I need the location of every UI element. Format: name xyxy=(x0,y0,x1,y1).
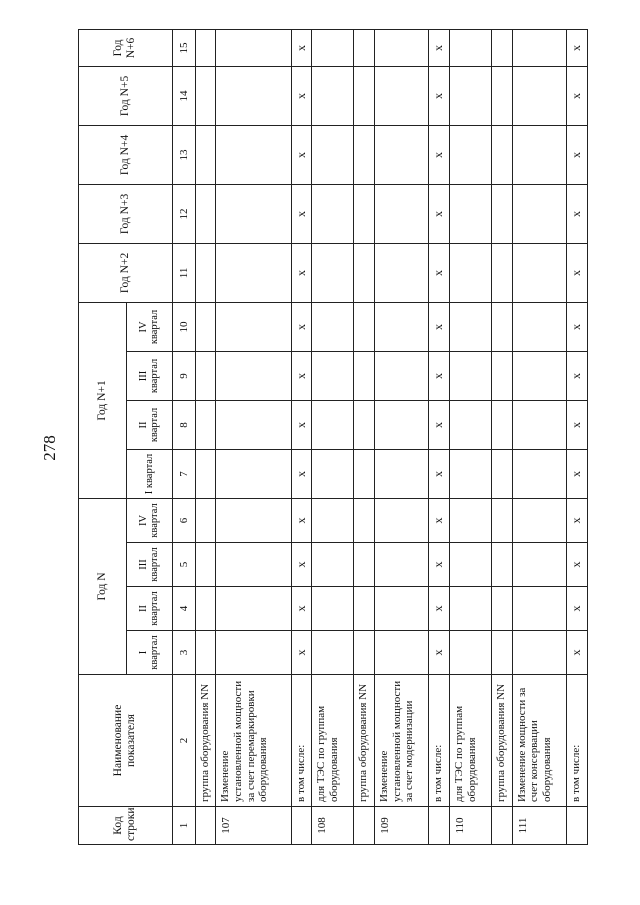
value-cell xyxy=(312,351,354,400)
value-cell xyxy=(216,29,291,66)
value-cell xyxy=(216,243,291,302)
value-cell: x xyxy=(567,125,588,184)
value-cell xyxy=(375,243,429,302)
value-cell xyxy=(195,243,216,302)
column-number: 6 xyxy=(172,498,195,542)
value-cell xyxy=(491,125,512,184)
value-cell xyxy=(375,400,429,449)
value-cell: x xyxy=(291,302,312,351)
value-cell xyxy=(195,125,216,184)
header-quarter: II квартал xyxy=(127,400,173,449)
value-cell xyxy=(375,29,429,66)
row-name: Изменение установленной мощности за счет перемаркировки оборудования xyxy=(216,675,291,807)
row-code: 110 xyxy=(450,807,492,845)
value-cell xyxy=(354,66,375,125)
value-cell xyxy=(491,400,512,449)
row-name: для ТЭС по группам оборудования xyxy=(312,675,354,807)
value-cell: x xyxy=(291,243,312,302)
table-row xyxy=(195,29,216,844)
value-cell xyxy=(354,631,375,675)
value-cell: x xyxy=(567,449,588,498)
column-number: 7 xyxy=(172,449,195,498)
value-cell: x xyxy=(291,29,312,66)
value-cell xyxy=(354,498,375,542)
value-cell xyxy=(375,631,429,675)
table-row xyxy=(567,29,588,844)
value-cell: x xyxy=(291,543,312,587)
value-cell xyxy=(354,29,375,66)
value-cell xyxy=(354,543,375,587)
value-cell: x xyxy=(291,184,312,243)
value-cell xyxy=(354,351,375,400)
value-cell xyxy=(216,631,291,675)
value-cell: x xyxy=(291,400,312,449)
table-row xyxy=(291,29,312,844)
value-cell xyxy=(354,587,375,631)
table-row xyxy=(312,29,354,844)
column-number: 10 xyxy=(172,302,195,351)
value-cell: x xyxy=(429,587,450,631)
value-cell xyxy=(512,184,566,243)
value-cell xyxy=(216,66,291,125)
column-number: 8 xyxy=(172,400,195,449)
row-code xyxy=(429,807,450,845)
row-name: группа оборудования NN xyxy=(354,675,375,807)
value-cell xyxy=(450,587,492,631)
value-cell xyxy=(216,587,291,631)
value-cell xyxy=(450,498,492,542)
value-cell: x xyxy=(567,400,588,449)
value-cell xyxy=(195,29,216,66)
value-cell xyxy=(216,543,291,587)
value-cell xyxy=(354,243,375,302)
value-cell: x xyxy=(429,498,450,542)
value-cell xyxy=(450,125,492,184)
value-cell xyxy=(375,498,429,542)
value-cell xyxy=(512,449,566,498)
column-number: 14 xyxy=(172,66,195,125)
value-cell xyxy=(195,543,216,587)
value-cell: x xyxy=(429,351,450,400)
value-cell xyxy=(512,66,566,125)
value-cell xyxy=(450,302,492,351)
value-cell xyxy=(312,543,354,587)
value-cell xyxy=(450,66,492,125)
column-number: 1 xyxy=(172,807,195,845)
value-cell xyxy=(512,631,566,675)
header-year-n4: Год N+4 xyxy=(79,125,173,184)
value-cell xyxy=(375,449,429,498)
header-year-n3: Год N+3 xyxy=(79,184,173,243)
table-row xyxy=(216,29,291,844)
value-cell xyxy=(195,66,216,125)
column-number: 12 xyxy=(172,184,195,243)
header-name: Наименование показателя xyxy=(79,675,173,807)
value-cell xyxy=(491,631,512,675)
value-cell xyxy=(354,449,375,498)
value-cell xyxy=(375,184,429,243)
value-cell xyxy=(375,587,429,631)
column-number: 2 xyxy=(172,675,195,807)
value-cell xyxy=(450,351,492,400)
value-cell xyxy=(491,543,512,587)
row-name: Изменение установленной мощности за счет модернизации xyxy=(375,675,429,807)
table-row xyxy=(491,29,512,844)
value-cell: x xyxy=(567,631,588,675)
value-cell xyxy=(354,302,375,351)
value-cell xyxy=(450,449,492,498)
value-cell xyxy=(512,498,566,542)
row-name: в том числе: xyxy=(429,675,450,807)
header-quarter: III квартал xyxy=(127,543,173,587)
value-cell xyxy=(491,351,512,400)
value-cell xyxy=(450,543,492,587)
row-name: для ТЭС по группам оборудования xyxy=(450,675,492,807)
table-row xyxy=(429,29,450,844)
header-year-n2: Год N+2 xyxy=(79,243,173,302)
row-name: в том числе: xyxy=(291,675,312,807)
value-cell xyxy=(512,543,566,587)
row-code: 111 xyxy=(512,807,566,845)
value-cell xyxy=(195,449,216,498)
header-year-n6: Год N+6 xyxy=(79,29,173,66)
value-cell: x xyxy=(567,302,588,351)
column-number: 15 xyxy=(172,29,195,66)
row-code xyxy=(567,807,588,845)
value-cell xyxy=(512,351,566,400)
column-number: 5 xyxy=(172,543,195,587)
value-cell xyxy=(375,543,429,587)
column-number: 4 xyxy=(172,587,195,631)
header-quarter: IV квартал xyxy=(127,302,173,351)
value-cell xyxy=(491,29,512,66)
header-code: Код строки xyxy=(79,807,173,845)
indicator-table xyxy=(78,29,588,845)
value-cell: x xyxy=(567,587,588,631)
column-number: 3 xyxy=(172,631,195,675)
value-cell xyxy=(450,29,492,66)
value-cell: x xyxy=(291,498,312,542)
value-cell xyxy=(312,498,354,542)
value-cell xyxy=(216,400,291,449)
column-number: 9 xyxy=(172,351,195,400)
value-cell xyxy=(195,184,216,243)
row-code: 107 xyxy=(216,807,291,845)
value-cell xyxy=(312,184,354,243)
value-cell xyxy=(216,498,291,542)
value-cell xyxy=(375,351,429,400)
header-row-years xyxy=(79,29,127,844)
value-cell xyxy=(512,125,566,184)
value-cell xyxy=(195,631,216,675)
value-cell xyxy=(312,449,354,498)
value-cell xyxy=(312,243,354,302)
header-quarter: II квартал xyxy=(127,587,173,631)
value-cell xyxy=(312,631,354,675)
value-cell xyxy=(216,184,291,243)
header-year-n: Год N xyxy=(79,498,127,674)
row-name: группа оборудования NN xyxy=(195,675,216,807)
value-cell xyxy=(312,400,354,449)
value-cell xyxy=(512,29,566,66)
value-cell xyxy=(491,184,512,243)
value-cell: x xyxy=(429,29,450,66)
value-cell xyxy=(195,587,216,631)
column-number: 13 xyxy=(172,125,195,184)
value-cell xyxy=(491,243,512,302)
header-quarter: I квартал xyxy=(127,631,173,675)
value-cell: x xyxy=(567,243,588,302)
value-cell xyxy=(216,125,291,184)
value-cell: x xyxy=(567,498,588,542)
value-cell xyxy=(195,400,216,449)
value-cell xyxy=(512,587,566,631)
row-code xyxy=(491,807,512,845)
value-cell xyxy=(195,351,216,400)
value-cell: x xyxy=(429,449,450,498)
value-cell xyxy=(512,243,566,302)
value-cell: x xyxy=(567,351,588,400)
value-cell xyxy=(491,587,512,631)
table-body xyxy=(195,29,587,844)
value-cell xyxy=(216,302,291,351)
value-cell xyxy=(491,498,512,542)
value-cell xyxy=(354,400,375,449)
value-cell: x xyxy=(291,449,312,498)
header-quarter: IV квартал xyxy=(127,498,173,542)
value-cell: x xyxy=(429,243,450,302)
row-code xyxy=(291,807,312,845)
value-cell xyxy=(216,351,291,400)
value-cell xyxy=(216,449,291,498)
table-row xyxy=(450,29,492,844)
header-quarter: III квартал xyxy=(127,351,173,400)
value-cell xyxy=(312,125,354,184)
value-cell: x xyxy=(291,631,312,675)
value-cell xyxy=(312,302,354,351)
value-cell xyxy=(195,302,216,351)
value-cell xyxy=(450,243,492,302)
value-cell xyxy=(491,302,512,351)
value-cell xyxy=(312,29,354,66)
value-cell: x xyxy=(291,66,312,125)
value-cell: x xyxy=(291,125,312,184)
value-cell xyxy=(491,449,512,498)
row-code: 108 xyxy=(312,807,354,845)
value-cell xyxy=(450,184,492,243)
value-cell: x xyxy=(291,587,312,631)
header-quarter: I квартал xyxy=(127,449,173,498)
value-cell: x xyxy=(567,66,588,125)
row-code xyxy=(354,807,375,845)
row-name: группа оборудования NN xyxy=(491,675,512,807)
column-number-row xyxy=(172,29,195,844)
value-cell: x xyxy=(567,184,588,243)
value-cell xyxy=(354,125,375,184)
value-cell xyxy=(375,66,429,125)
rotated-table-wrapper xyxy=(78,30,588,845)
table-row xyxy=(512,29,566,844)
header-year-n1: Год N+1 xyxy=(79,302,127,498)
value-cell xyxy=(375,302,429,351)
row-name: Изменение мощности за счет консервации оборудования xyxy=(512,675,566,807)
value-cell: x xyxy=(429,302,450,351)
row-code xyxy=(195,807,216,845)
value-cell: x xyxy=(429,184,450,243)
value-cell: x xyxy=(291,351,312,400)
page-number: 278 xyxy=(39,435,59,461)
value-cell xyxy=(354,184,375,243)
value-cell xyxy=(450,400,492,449)
header-year-n5: Год N+5 xyxy=(79,66,173,125)
value-cell xyxy=(312,587,354,631)
value-cell xyxy=(312,66,354,125)
row-name: в том числе: xyxy=(567,675,588,807)
value-cell: x xyxy=(429,543,450,587)
row-code: 109 xyxy=(375,807,429,845)
column-number: 11 xyxy=(172,243,195,302)
value-cell: x xyxy=(429,400,450,449)
value-cell: x xyxy=(429,125,450,184)
value-cell: x xyxy=(429,631,450,675)
value-cell: x xyxy=(429,66,450,125)
value-cell xyxy=(195,498,216,542)
value-cell: x xyxy=(567,29,588,66)
value-cell xyxy=(491,66,512,125)
value-cell xyxy=(512,400,566,449)
table-row xyxy=(375,29,429,844)
value-cell xyxy=(375,125,429,184)
table-row xyxy=(354,29,375,844)
value-cell xyxy=(450,631,492,675)
value-cell xyxy=(512,302,566,351)
value-cell: x xyxy=(567,543,588,587)
